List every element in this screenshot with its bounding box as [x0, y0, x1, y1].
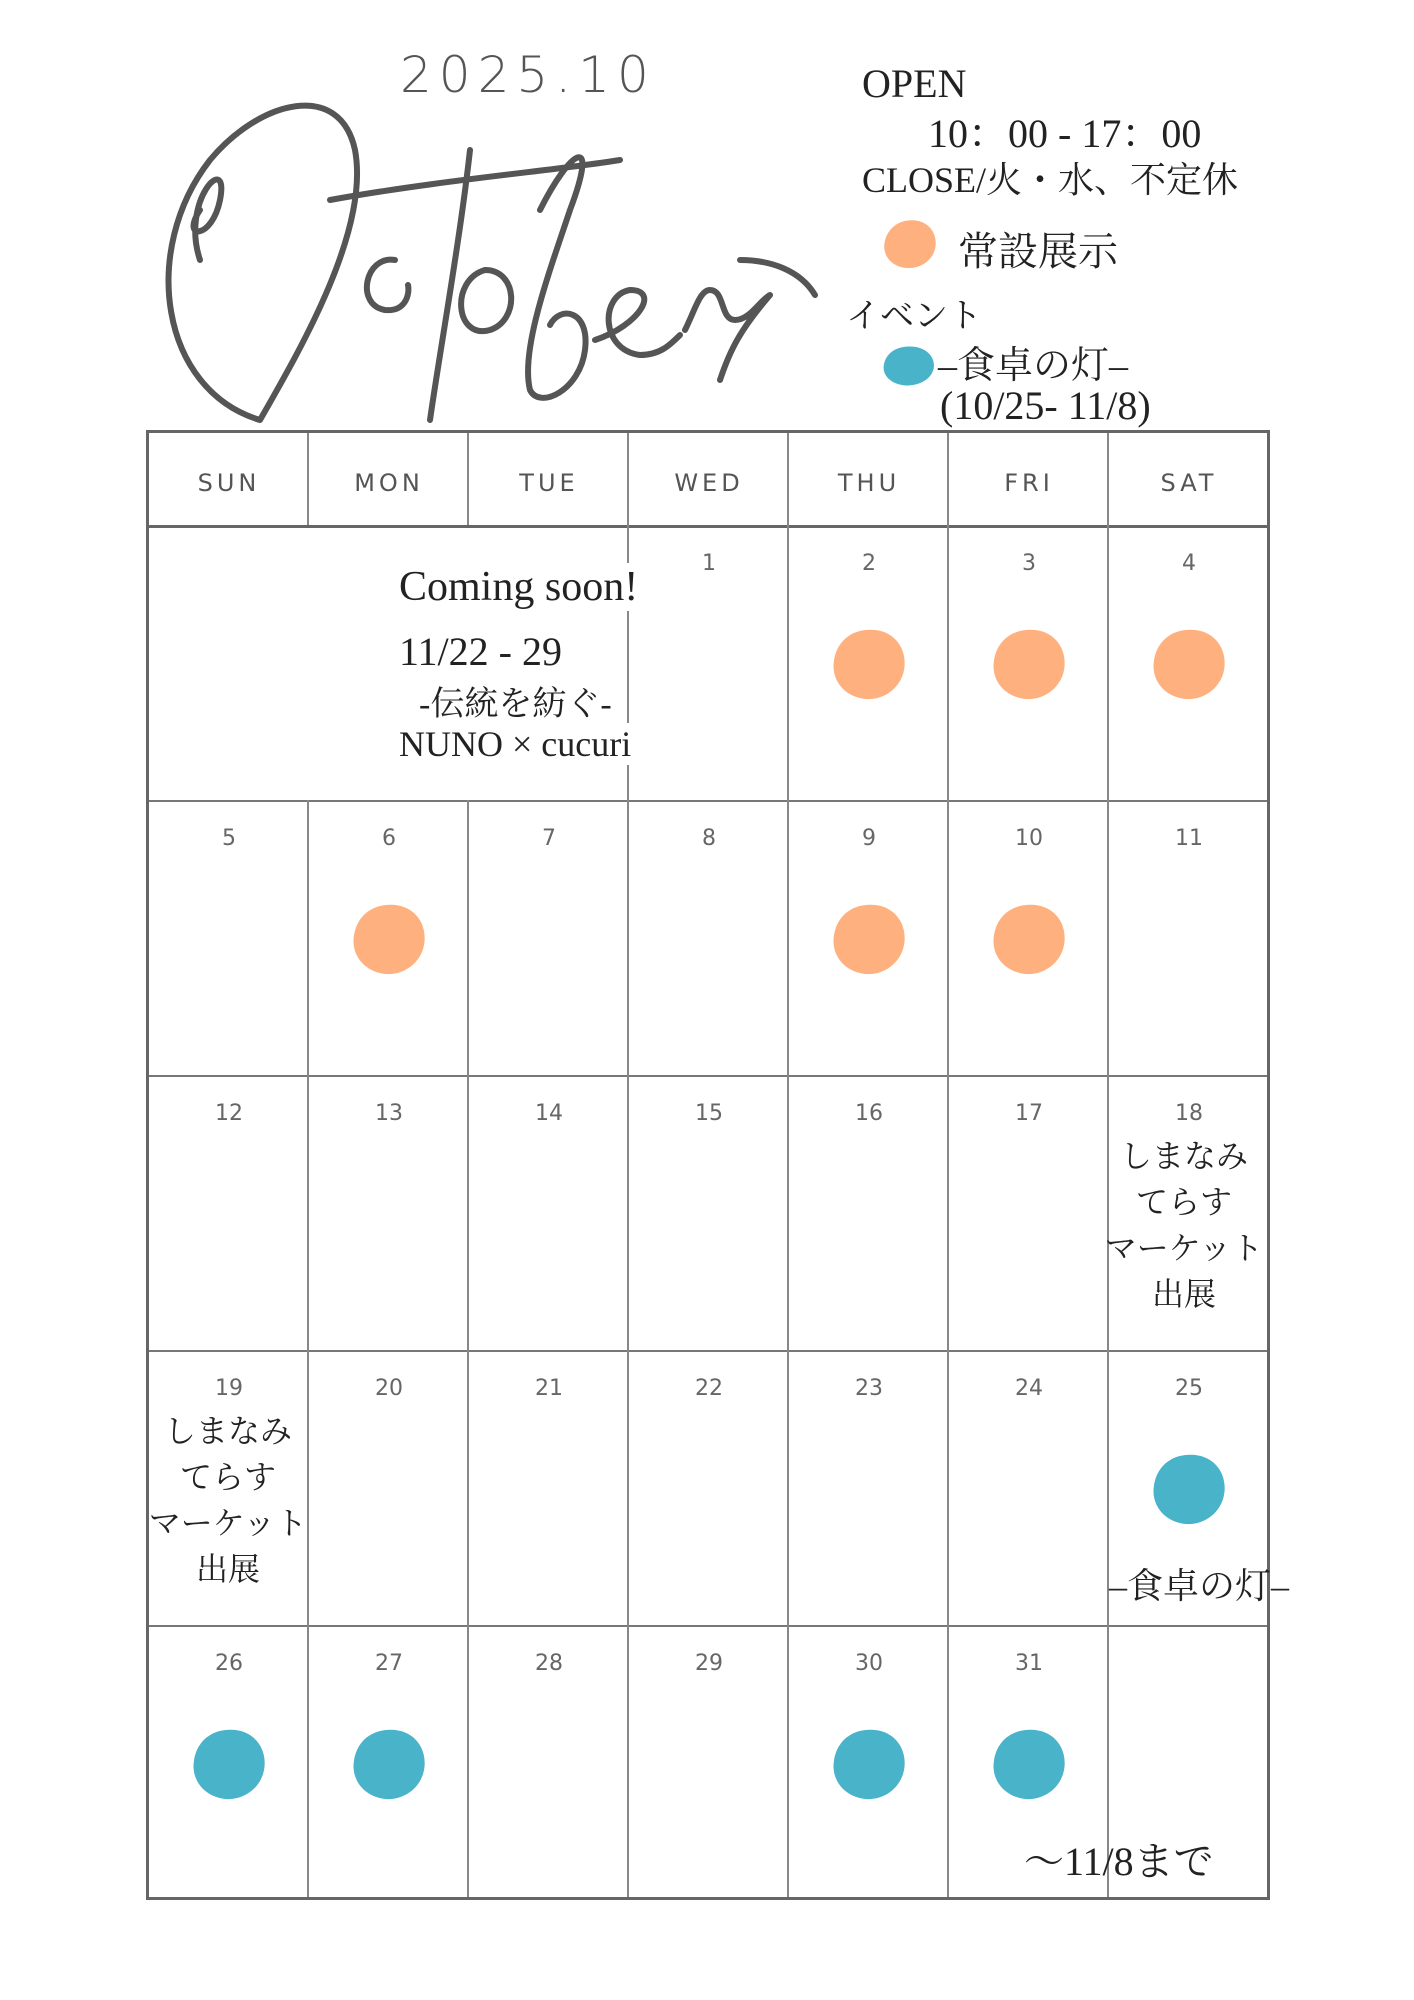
permanent-dot-day-3 [987, 625, 1071, 705]
permanent-dot-day-4 [1147, 625, 1231, 705]
week-divider [149, 1075, 1267, 1077]
day-number-8: 8 [702, 826, 716, 851]
day-number-1: 1 [702, 551, 716, 576]
day-number-18: 18 [1175, 1101, 1203, 1126]
day-number-7: 7 [542, 826, 556, 851]
permanent-dot-day-6 [347, 900, 431, 980]
permanent-dot-day-9 [827, 900, 911, 980]
day-number-17: 17 [1015, 1101, 1043, 1126]
column-divider [947, 433, 949, 1897]
week-divider [149, 800, 1267, 802]
day-number-16: 16 [855, 1101, 883, 1126]
day-number-2: 2 [862, 551, 876, 576]
event-dot-day-30 [827, 1725, 911, 1805]
weekday-sat: SAT [1160, 469, 1218, 497]
day-number-21: 21 [535, 1376, 563, 1401]
event-legend-name: –食卓の灯– [938, 345, 1129, 387]
day-number-15: 15 [695, 1101, 723, 1126]
day-number-9: 9 [862, 826, 876, 851]
weekday-fri: FRI [1004, 469, 1054, 497]
day-number-29: 29 [695, 1651, 723, 1676]
column-divider [467, 800, 469, 1897]
day-number-3: 3 [1022, 551, 1036, 576]
day-number-14: 14 [535, 1101, 563, 1126]
weekday-mon: MON [354, 469, 424, 497]
open-label: OPEN [862, 61, 967, 106]
coming-soon-collab: NUNO × cucuri [399, 724, 632, 764]
coming-soon-subtitle: -伝統を紡ぐ- [419, 676, 612, 725]
day-number-25: 25 [1175, 1376, 1203, 1401]
day-number-27: 27 [375, 1651, 403, 1676]
day-number-22: 22 [695, 1376, 723, 1401]
market-note-18: しまなみ てらす マーケット 出展 [1104, 1137, 1264, 1313]
header-divider [149, 525, 1267, 528]
day-number-11: 11 [1175, 826, 1203, 851]
day-number-13: 13 [375, 1101, 403, 1126]
day-number-12: 12 [215, 1101, 243, 1126]
coming-soon-dates: 11/22 - 29 [399, 629, 562, 674]
day-number-4: 4 [1182, 551, 1196, 576]
october-script-logo [140, 90, 840, 430]
column-divider [787, 433, 789, 1897]
event-label: イベント [846, 298, 982, 335]
day-number-5: 5 [222, 826, 236, 851]
opening-hours: 10：00 - 17：00 [928, 111, 1202, 156]
month-script-title [140, 90, 840, 430]
weekday-thu: THU [837, 469, 901, 497]
weekday-tue: TUE [519, 469, 579, 497]
weekday-sun: SUN [197, 469, 261, 497]
event-dot-day-26 [187, 1725, 271, 1805]
permanent-dot-day-10 [987, 900, 1071, 980]
closed-days: CLOSE/火・水、不定休 [862, 160, 1239, 200]
week-divider [149, 1625, 1267, 1627]
permanent-legend-label: 常設展示 [958, 229, 1118, 274]
coming-soon-title: Coming soon! [399, 563, 759, 611]
event-dot-day-27 [347, 1725, 431, 1805]
event-caption-25: –食卓の灯– [1109, 1566, 1290, 1606]
day-number-30: 30 [855, 1651, 883, 1676]
event-legend-dates: (10/25- 11/8) [940, 383, 1151, 428]
event-dot-day-25 [1147, 1450, 1231, 1530]
weekday-wed: WED [674, 469, 744, 497]
market-note-19: しまなみ てらす マーケット 出展 [148, 1412, 308, 1588]
day-number-31: 31 [1015, 1651, 1043, 1676]
day-number-10: 10 [1015, 826, 1043, 851]
column-divider [627, 433, 629, 1897]
column-divider [307, 800, 309, 1897]
event-until-note: ～11/8まで [1024, 1839, 1214, 1884]
day-number-26: 26 [215, 1651, 243, 1676]
day-number-6: 6 [382, 826, 396, 851]
year-month: 2025.10 [400, 46, 656, 104]
day-number-24: 24 [1015, 1376, 1043, 1401]
calendar-grid [146, 430, 1290, 1900]
day-number-23: 23 [855, 1376, 883, 1401]
event-dot-day-31 [987, 1725, 1071, 1805]
day-number-19: 19 [215, 1376, 243, 1401]
permanent-dot-day-2 [827, 625, 911, 705]
event-legend-dot [880, 345, 938, 387]
permanent-legend-dot [880, 218, 940, 270]
week-divider [149, 1350, 1267, 1352]
day-number-20: 20 [375, 1376, 403, 1401]
day-number-28: 28 [535, 1651, 563, 1676]
